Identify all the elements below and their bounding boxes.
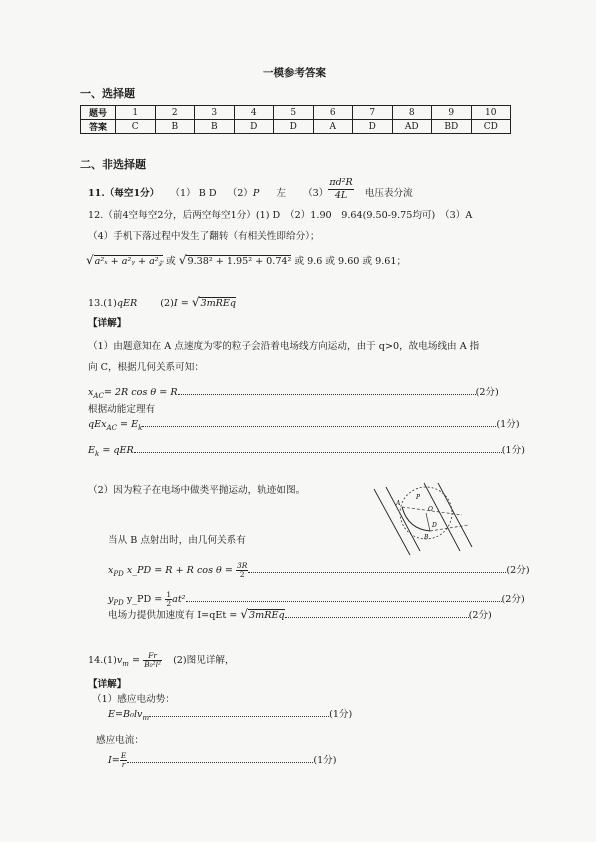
- field-line: [438, 483, 472, 547]
- q13-eq5-tail: at²: [172, 594, 186, 605]
- radius-line: [426, 513, 430, 531]
- fraction-numerator: πd²R: [329, 177, 353, 188]
- q13-eq6-expr: 电场力提供加速度有 I=qEt =: [108, 610, 241, 621]
- q13-head-a-expr: qER: [116, 298, 138, 309]
- q14-detail-label: 【详解】: [88, 679, 127, 690]
- q13-eq4: [108, 562, 530, 580]
- q12-tail: 或 9.6 或 9.60 或 9.61；: [294, 256, 407, 267]
- q11-part1: （1） B D: [170, 188, 217, 199]
- q13-eq5-expr: y_PD =: [126, 594, 166, 605]
- q13-eq5-score: (2分): [501, 594, 525, 605]
- q11-part3-answer: 电压表分流: [364, 188, 413, 199]
- field-line: [424, 483, 460, 551]
- q13-head-b-sqrt: 3mREq: [200, 298, 237, 309]
- trajectory-curve: [402, 507, 430, 531]
- q14-current-label: 感应电流：: [96, 735, 144, 746]
- label-p: P: [416, 494, 421, 501]
- row-header-number: 题号: [81, 106, 116, 120]
- table-cell: D: [274, 120, 314, 134]
- q11-part2: （2）: [227, 188, 253, 199]
- q11-line: [88, 177, 413, 202]
- fraction-denominator: B₀²l²: [144, 660, 161, 669]
- row-header-answer: 答案: [81, 120, 116, 134]
- q13-ke-text: 根据动能定理有: [88, 404, 156, 415]
- q14-eq2-fraction: [120, 752, 127, 769]
- q13-eq2-score: (1分): [496, 419, 520, 430]
- fraction-numerator: 1: [166, 590, 172, 599]
- q13-detail-label: 【详解】: [88, 318, 127, 329]
- label-d: D: [432, 522, 437, 529]
- q13-p2-line: （2）因为粒子在电场中做类平抛运动，轨迹如图。: [88, 485, 306, 496]
- q13-b-text: 当从 B 点射出时，由几何关系有: [108, 535, 246, 546]
- sqrt-icon: √: [240, 607, 249, 621]
- q12-sqrt-expr: a²ₓ + a²ᵧ + a²𝓏: [94, 256, 164, 267]
- dotted-leader: [134, 445, 502, 453]
- q13-eq6-score: (2分): [468, 610, 492, 621]
- table-cell: 4: [234, 106, 274, 120]
- dotted-leader: [285, 610, 469, 618]
- q13-head-b-expr: I =: [173, 298, 192, 309]
- q11-part3: （3）: [303, 188, 329, 199]
- q14-eq1-score: (1分): [329, 709, 353, 720]
- q12-line1: 12.（前4空每空2分，后两空每空1分）(1) D （2）1.90 9.64(9.50-9.75均可) （3）A: [88, 210, 473, 221]
- q14-p1: （1）感应电动势：: [92, 694, 175, 705]
- dotted-leader: [178, 387, 476, 395]
- q12-sqrt-expr2: 9.38² + 1.95² + 0.74²: [187, 256, 292, 267]
- fraction-numerator: Fr: [143, 652, 162, 661]
- q14-head-var: v: [116, 655, 123, 666]
- table-cell: BD: [432, 120, 472, 134]
- eq-var: $x_{PD}$: [108, 565, 124, 578]
- label-a: A: [396, 500, 401, 507]
- q13-eq6-sqrt: 3mREq: [249, 610, 285, 621]
- sqrt-icon: √: [86, 253, 94, 267]
- eq-var: $y_{PD}$: [108, 594, 124, 607]
- dotted-leader: [127, 755, 313, 763]
- eq-var: $qEx_{AC} = E_k$: [88, 419, 143, 432]
- eq-var: $E_k$ = qER: [88, 445, 134, 458]
- q13-eq3-score: (1分): [501, 445, 525, 456]
- q13-p1-line1: （1）由题意知在 A 点速度为零的粒子会沿着电场线方向运动，由于 q>0，故电场线由 A 指: [88, 341, 480, 352]
- q14-head-a: 14.(1): [88, 655, 117, 666]
- label-b: B: [424, 534, 429, 541]
- q13-eq4-fraction: [236, 562, 248, 579]
- table-cell: CD: [471, 120, 511, 134]
- q14-eq1-expr: E=B₀lv: [108, 709, 143, 720]
- q11-part2-answer: 左: [276, 188, 287, 199]
- q12-line2: （4）手机下落过程中发生了翻转（有相关性即给分）；: [88, 231, 320, 242]
- table-cell: D: [234, 120, 274, 134]
- q13-eq3: [88, 445, 525, 460]
- fraction-numerator: E: [120, 751, 127, 760]
- dotted-leader: [142, 419, 496, 427]
- q13-eq5: [108, 591, 525, 609]
- table-row: [81, 106, 511, 120]
- q14-head-sub: m: [122, 659, 129, 668]
- sqrt-icon: √: [178, 253, 187, 267]
- q14-eq2-expr: I=: [108, 755, 120, 766]
- q14-head: [88, 652, 235, 670]
- fraction-denominator: 2: [239, 570, 245, 579]
- table-cell: B: [155, 120, 195, 134]
- table-cell: 6: [313, 106, 353, 120]
- fraction-numerator: 3R: [236, 561, 248, 570]
- q12-line3: [86, 254, 406, 268]
- answer-table: [80, 105, 511, 134]
- q13-p1-line2: 向 C，根据几何关系可知：: [88, 362, 204, 373]
- fraction-denominator: 4L: [334, 190, 348, 201]
- table-cell: 7: [353, 106, 393, 120]
- table-cell: A: [313, 120, 353, 134]
- q13-eq4-score: (2分): [506, 565, 530, 576]
- table-cell: 10: [471, 106, 511, 120]
- q13-eq2: [88, 419, 520, 434]
- q14-head-fraction: [143, 652, 162, 669]
- q14-eq1-sub: m: [142, 713, 150, 722]
- dotted-leader: [149, 709, 329, 717]
- fraction-denominator: r: [121, 760, 126, 769]
- table-cell: D: [353, 120, 393, 134]
- q14-eq2: [108, 752, 337, 769]
- q13-head-a: 13.(1): [88, 298, 117, 309]
- q13-eq1-expr: = 2R cos θ = R: [103, 387, 178, 398]
- q11-fraction: [328, 177, 353, 202]
- trajectory-figure: [372, 481, 480, 557]
- sqrt-icon: √: [191, 295, 200, 309]
- label-o: O: [428, 506, 433, 513]
- q13-head-b: (2): [160, 298, 174, 309]
- page-title: 一模参考答案: [263, 67, 326, 79]
- q13-eq1-score: (2分): [475, 387, 499, 398]
- dotted-leader: [186, 594, 502, 602]
- table-cell: AD: [392, 120, 432, 134]
- q11-prefix: 11.（每空1分）: [88, 188, 160, 199]
- q13-eq4-expr: x_PD = R + R cos θ =: [126, 565, 236, 576]
- section-nonchoice: 二、非选择题: [80, 158, 146, 171]
- fraction-denominator: 2: [166, 599, 172, 608]
- table-cell: 8: [392, 106, 432, 120]
- q13-eq1: [88, 387, 499, 402]
- dotted-leader: [248, 565, 506, 573]
- table-cell: 5: [274, 106, 314, 120]
- q14-eq2-score: (1分): [313, 755, 337, 766]
- q11-part2-var: P: [252, 188, 260, 199]
- q13-head: [88, 296, 236, 310]
- q14-head-eq: =: [128, 655, 144, 666]
- q13-eq6: [108, 608, 492, 622]
- q14-eq1: [108, 709, 352, 724]
- table-cell: 9: [432, 106, 472, 120]
- table-cell: 2: [155, 106, 195, 120]
- eq-var: $x_{AC}$: [88, 387, 104, 400]
- q12-or: 或: [166, 256, 176, 267]
- table-cell: 3: [195, 106, 235, 120]
- q14-head-b: (2)图见详解，: [173, 655, 235, 666]
- table-cell: 1: [116, 106, 156, 120]
- table-cell: C: [116, 120, 156, 134]
- section-choice: 一、选择题: [80, 87, 135, 100]
- table-row: [81, 120, 511, 134]
- table-cell: B: [195, 120, 235, 134]
